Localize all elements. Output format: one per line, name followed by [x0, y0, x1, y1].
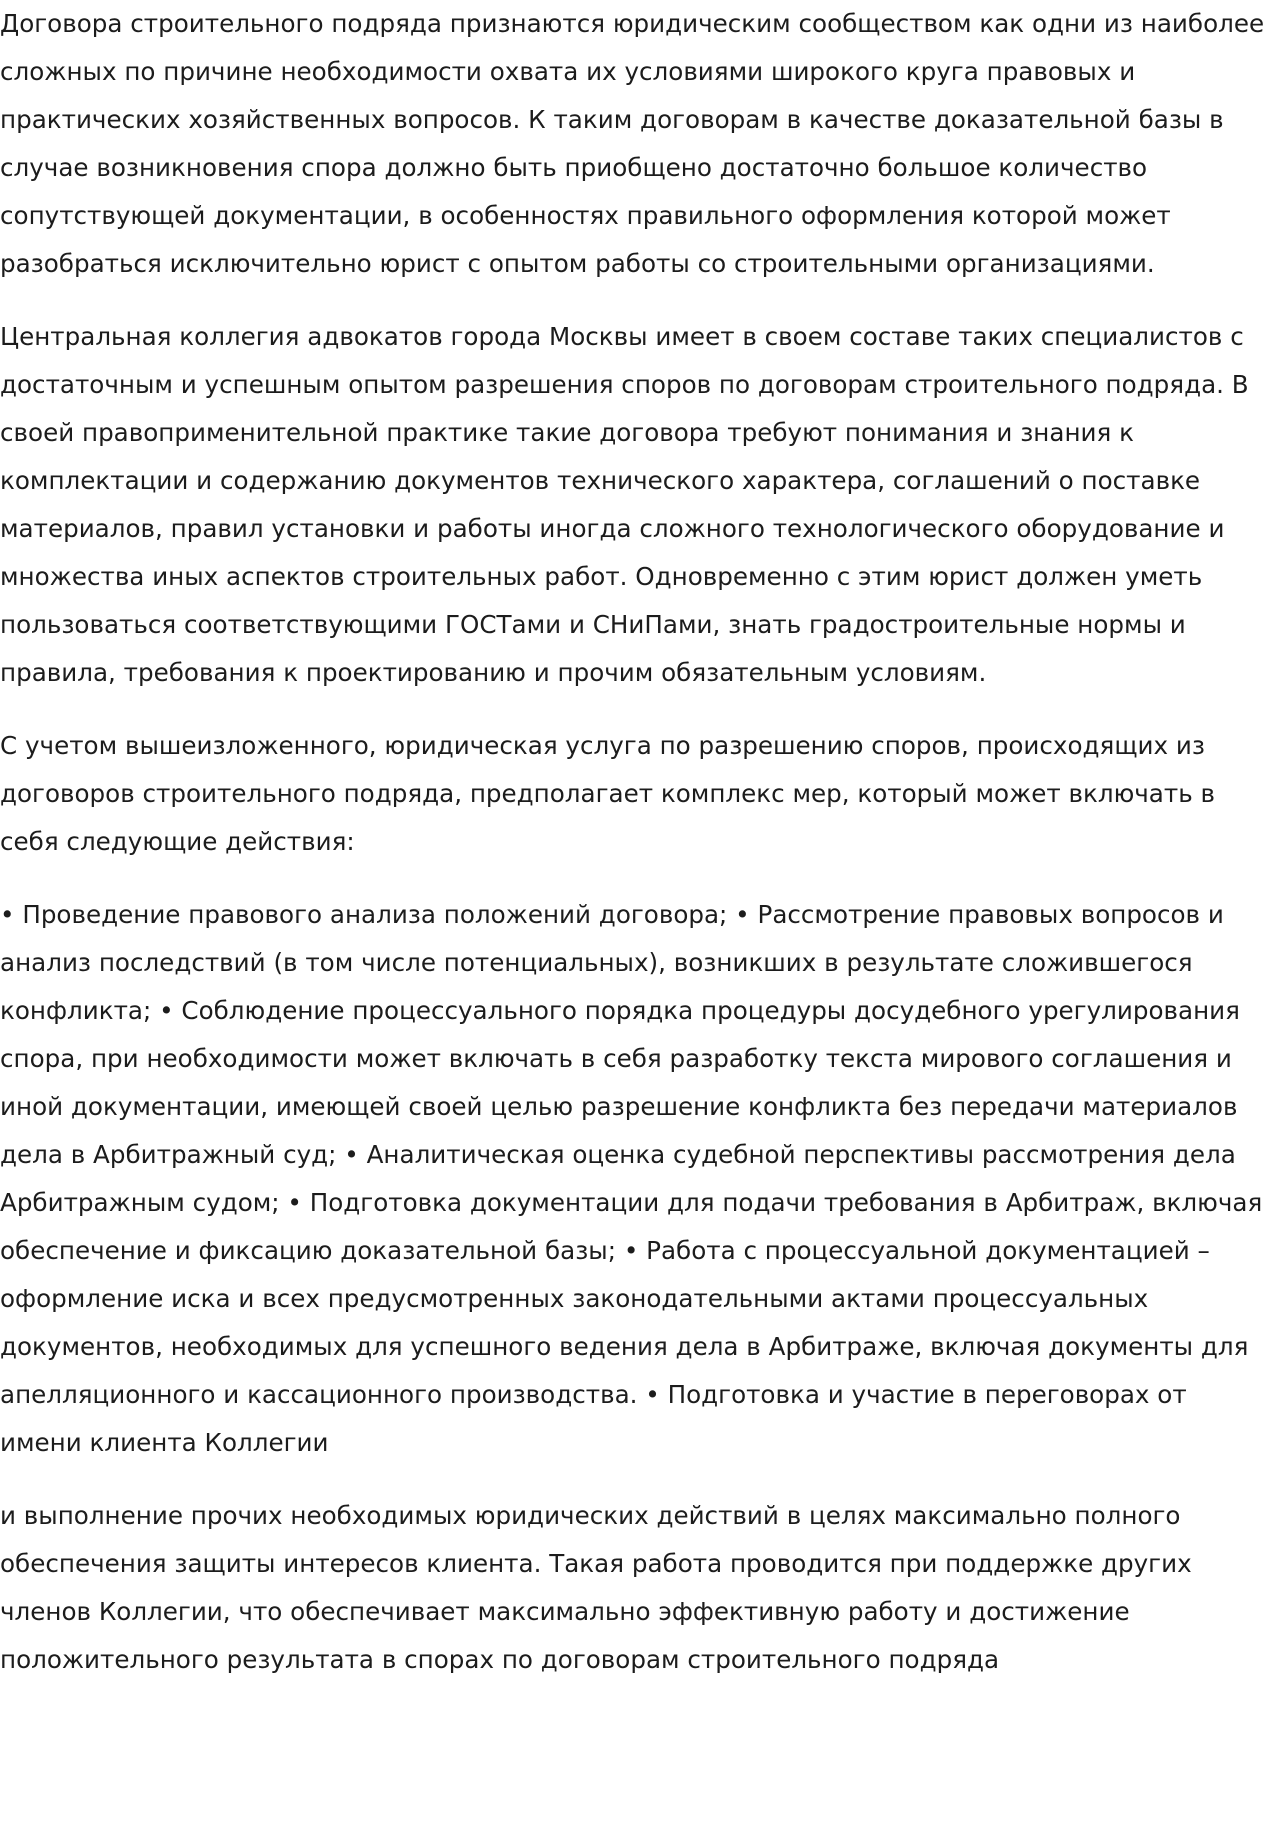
paragraph-intro: Договора строительного подряда признаются юридическим сообществом как одни из наиболее сложных по причине необходимости охвата их условиями широкого круга правовых и практических хозяйственных вопросов. К таким договорам в качестве доказательной базы в случае возникновения спора должно быть приобщено достаточно большое количество сопутствующей документации, в особенностях правильного оформления которой может разобраться исключительно юрист с опытом работы со строительными организациями.	[0, 9, 1265, 278]
paragraph-services-intro: С учетом вышеизложенного, юридическая услуга по разрешению споров, происходящих из договоров строительного подряда, предполагает комплекс мер, который может включать в себя следующие действия:	[0, 731, 1216, 856]
paragraph-specialists: Центральная коллегия адвокатов города Москвы имеет в своем составе таких специалистов с достаточным и успешным опытом разрешения споров по договорам строительного подряда. В своей правоприменительной практике такие договора требуют понимания и знания к комплектации и содержанию документов технического характера, соглашений о поставке материалов, правил установки и работы иногда сложного технологического оборудование и множества иных аспектов строительных работ. Одновременно с этим юрист должен уметь пользоваться соответствующими ГОСТами и СНиПами, знать градостроительные нормы и правила, требования к проектированию и прочим обязательным условиям.	[0, 322, 1249, 687]
paragraph-conclusion: и выполнение прочих необходимых юридических действий в целях максимально полного обеспечения защиты интересов клиента. Такая работа проводится при поддержке других членов Коллегии, что обеспечивает максимально эффективную работу и достижение положительного результата в спорах по договорам строительного подряда	[0, 1501, 1192, 1674]
paragraph-services-list: • Проведение правового анализа положений договора; • Рассмотрение правовых вопросов и анализ последствий (в том числе потенциальных), возникших в результате сложившегося конфликта; • Соблюдение процессуального порядка процедуры досудебного урегулирования спора, при необходимости может включать в себя разработку текста мирового соглашения и иной документации, имеющей своей целью разрешение конфликта без передачи материалов дела в Арбитражный суд; • Аналитическая оценка судебной перспективы рассмотрения дела Арбитражным судом; • Подготовка документации для подачи требования в Арбитраж, включая обеспечение и фиксацию доказательной базы; • Работа с процессуальной документацией – оформление иска и всех предусмотренных законодательными актами процессуальных документов, необходимых для успешного ведения дела в Арбитраже, включая документы для апелляционного и кассационного производства. • Подготовка и участие в переговорах от имени клиента Коллегии	[0, 900, 1263, 1457]
